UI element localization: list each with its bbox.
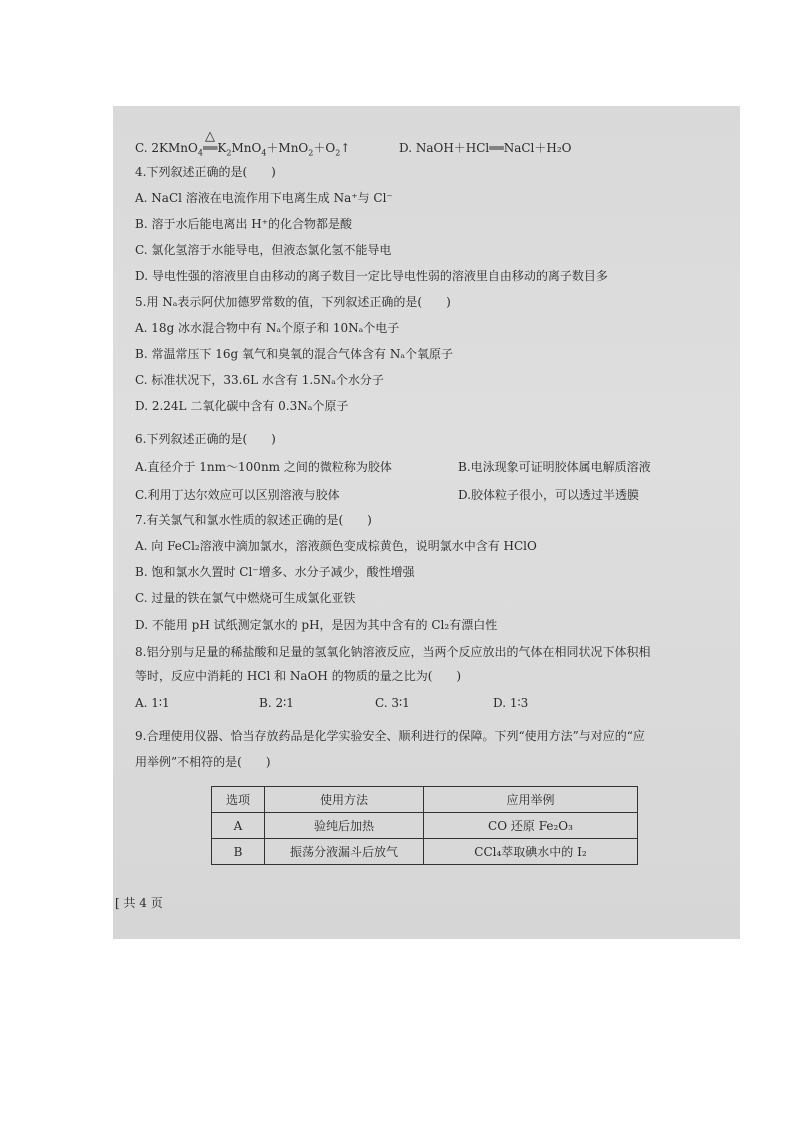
table-header-cell: 使用方法 xyxy=(265,787,424,813)
q5-option-b: B. 常温常压下 16g 氧气和臭氧的混合气体含有 Nₐ个氧原子 xyxy=(135,347,453,361)
table-header-row xyxy=(212,787,638,813)
option-c-equation: C. 2KMnO$_4$ △ $══K_2MnO_4+MnO_2+O_2↑$ xyxy=(135,129,351,158)
table-cell: A xyxy=(212,813,265,839)
q4-option-c: C. 氯化氢溶于水能导电，但液态氯化氢不能导电 xyxy=(135,243,392,257)
q8-stem-line2: 等时，反应中消耗的 HCl 和 NaOH 的物质的量之比为( ) xyxy=(135,669,462,683)
q7-option-c: C. 过量的铁在氯气中燃烧可生成氯化亚铁 xyxy=(135,591,356,605)
q5-option-c: C. 标准状况下，33.6L 水含有 1.5Nₐ个水分子 xyxy=(135,373,384,387)
table-cell: B xyxy=(212,839,265,865)
q6-option-a: A.直径介于 1nm～100nm 之间的微粒称为胶体 xyxy=(135,460,392,474)
q4-option-a: A. NaCl 溶液在电流作用下电离生成 Na⁺与 Cl⁻ xyxy=(135,191,393,205)
q4-stem: 4.下列叙述正确的是( ) xyxy=(135,165,276,179)
q7-option-a: A. 向 FeCl₂溶液中滴加氯水，溶液颜色变成棕黄色，说明氯水中含有 HClO xyxy=(135,539,537,553)
q6-option-b: B.电泳现象可证明胶体属电解质溶液 xyxy=(458,460,651,474)
q8-option-c: C. 3∶1 xyxy=(375,696,410,710)
q6-stem: 6.下列叙述正确的是( ) xyxy=(135,432,276,446)
q8-option-a: A. 1∶1 xyxy=(135,696,170,710)
table-header-cell: 应用举例 xyxy=(424,787,638,813)
q6-option-d: D.胶体粒子很小，可以透过半透膜 xyxy=(458,488,640,502)
q8-option-b: B. 2∶1 xyxy=(259,696,294,710)
table-cell: CO 还原 Fe₂O₃ xyxy=(424,813,638,839)
q4-option-b: B. 溶于水后能电离出 H⁺的化合物都是酸 xyxy=(135,217,353,231)
q8-options-row xyxy=(135,695,695,711)
table-row xyxy=(212,813,638,839)
bleed-through-text xyxy=(613,266,623,281)
q5-option-d: D. 2.24L 二氧化碳中含有 0.3Nₐ个原子 xyxy=(135,399,349,413)
table-cell: CCl₄萃取碘水中的 I₂ xyxy=(424,839,638,865)
table-cell: 振荡分液漏斗后放气 xyxy=(265,839,424,865)
q5-option-a: A. 18g 冰水混合物中有 Nₐ个原子和 10Nₐ个电子 xyxy=(135,321,400,335)
q7-option-b: B. 饱和氯水久置时 Cl⁻增多、水分子减少，酸性增强 xyxy=(135,565,415,579)
q6-option-c: C.利用丁达尔效应可以区别溶液与胶体 xyxy=(135,488,340,502)
option-d-equation: D. NaOH＋HCl══NaCl＋H₂O xyxy=(399,141,572,155)
table-row xyxy=(212,839,638,865)
q4-option-d: D. 导电性强的溶液里自由移动的离子数目一定比导电性弱的溶液里自由移动的离子数目多 xyxy=(135,269,608,283)
q7-stem: 7.有关氯气和氯水性质的叙述正确的是( ) xyxy=(135,513,372,527)
q9-stem-line1: 9.合理使用仪器、恰当存放药品是化学实验安全、顺利进行的保障。下列“使用方法”与对应的“应 xyxy=(135,729,645,743)
q9-stem-line2: 用举例”不相符的是( ) xyxy=(135,755,271,769)
q7-option-d: D. 不能用 pH 试纸测定氯水的 pH，是因为其中含有的 Cl₂有漂白性 xyxy=(135,618,498,632)
q8-stem-line1: 8.铝分别与足量的稀盐酸和足量的氢氧化钠溶液反应，当两个反应放出的气体在相同状况下体积相 xyxy=(135,645,651,659)
table-header-cell: 选项 xyxy=(212,787,265,813)
q5-stem: 5.用 Nₐ表示阿伏加德罗常数的值，下列叙述正确的是( ) xyxy=(135,295,451,309)
exam-page-photo xyxy=(113,106,740,939)
q8-option-d: D. 1∶3 xyxy=(493,696,529,710)
page-footer: [ 共 4 页 xyxy=(115,896,163,910)
q9-table xyxy=(211,786,638,865)
table-cell: 验纯后加热 xyxy=(265,813,424,839)
